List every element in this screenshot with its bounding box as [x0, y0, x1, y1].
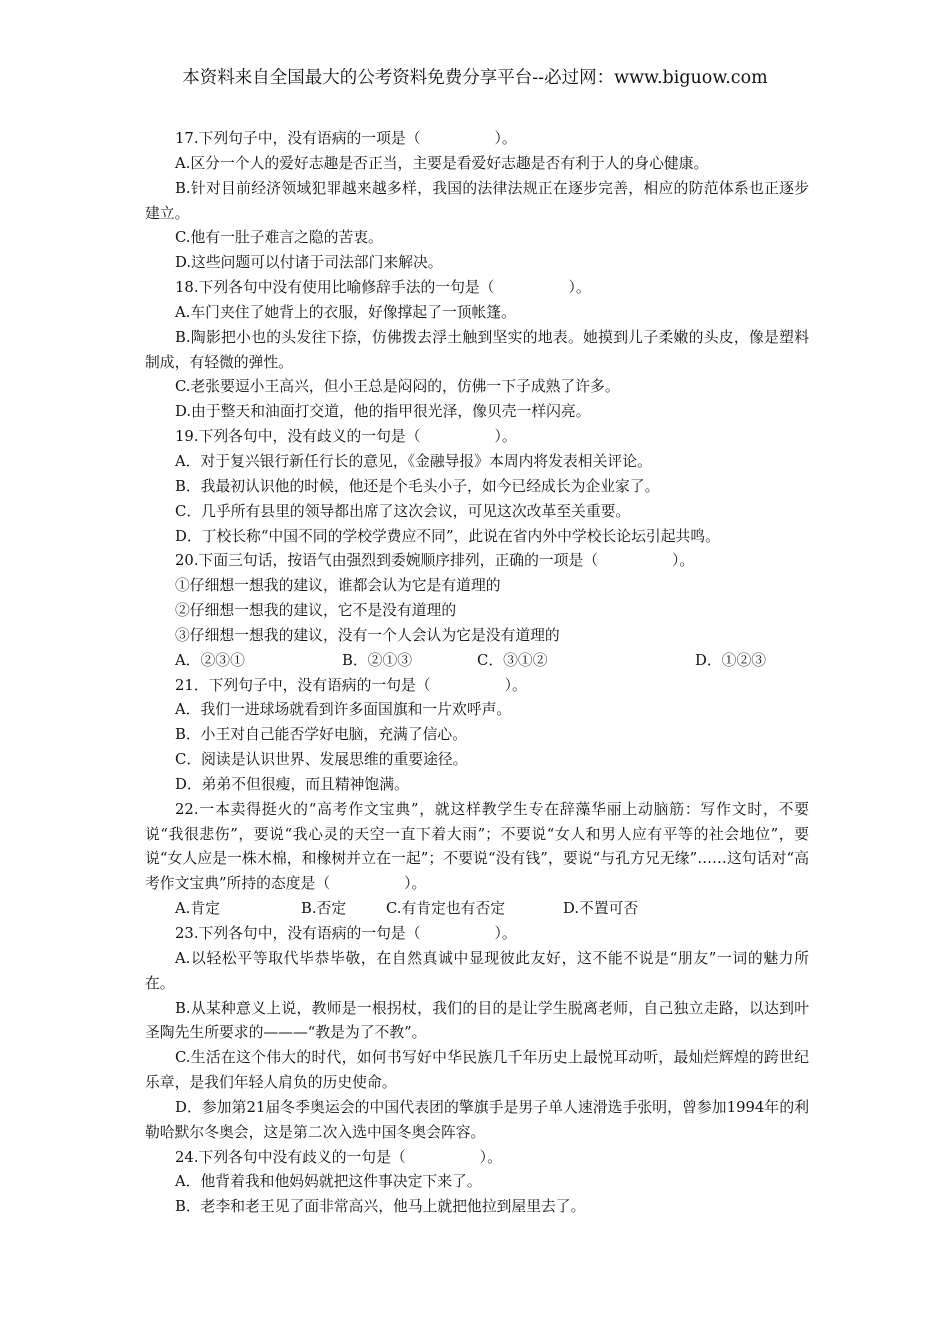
- question-19-option-d: D．丁校长称“中国不同的学校学费应不同”，此说在省内外中学校长论坛引起共鸣。: [175, 527, 720, 545]
- question-18-option-c: C.老张要逗小王高兴，但小王总是闷闷的，仿佛一下子成熟了许多。: [175, 378, 620, 396]
- question-21-option-d: D．弟弟不但很瘦，而且精神饱满。: [175, 775, 409, 793]
- question-17-stem: 17.下列句子中，没有语病的一项是（ ）。: [175, 130, 517, 147]
- page-header: 本资料来自全国最大的公考资料免费分享平台--必过网：www.biguow.com: [182, 68, 768, 88]
- question-20-option-c: C．③①②: [477, 651, 548, 669]
- question-17-option-b: B.针对目前经济领域犯罪越来越多样，我国的法律法规正在逐步完善，相应的防范体系也正逐步建立。: [145, 179, 809, 222]
- question-20-sentence-1: ①仔细想一想我的建议，谁都会认为它是有道理的: [175, 577, 501, 595]
- question-23-stem: 23.下列各句中，没有语病的一句是（ ）。: [175, 925, 517, 942]
- question-19-option-b: B．我最初认识他的时候，他还是个毛头小子，如今已经成长为企业家了。: [175, 477, 660, 495]
- question-22-option-a: A.肯定: [175, 900, 220, 918]
- question-20-sentence-2: ②仔细想一想我的建议，它不是没有道理的: [175, 602, 457, 620]
- document-body: [145, 127, 809, 1220]
- question-21-option-b: B．小王对自己能否学好电脑，充满了信心。: [175, 726, 468, 744]
- question-18-option-b: B.陶影把小也的头发往下捺，仿佛拨去浮土触到坚实的地表。她摸到儿子柔嫩的头皮，像是塑料制成，有轻微的弹性。: [145, 328, 809, 371]
- question-20-stem: 20.下面三句话，按语气由强烈到委婉顺序排列，正确的一项是（ ）。: [175, 552, 695, 570]
- question-24-option-a: A．他背着我和他妈妈就把这件事决定下来了。: [175, 1173, 482, 1191]
- question-20-option-a: A．②③①: [175, 651, 245, 669]
- question-19-option-c: C．几乎所有县里的领导都出席了这次会议，可见这次改革至关重要。: [175, 502, 631, 520]
- question-18-stem: 18.下列各句中没有使用比喻修辞手法的一句是（ ）。: [175, 279, 591, 297]
- question-20-option-d: D．①②③: [695, 651, 767, 669]
- question-20-sentence-3: ③仔细想一想我的建议，没有一个人会认为它是没有道理的: [175, 626, 560, 644]
- question-17-option-c: C.他有一肚子难言之隐的苦衷。: [175, 229, 383, 247]
- question-22-options: [145, 897, 809, 922]
- question-23-option-a: A.以轻松平等取代毕恭毕敬，在自然真诚中显现彼此友好，这不能不说是“朋友”一词的魅力所在。: [145, 949, 809, 992]
- question-19-stem: 19.下列各句中，没有歧义的一句是（ ）。: [175, 428, 517, 446]
- question-21-option-a: A．我们一进球场就看到许多面国旗和一片欢呼声。: [175, 701, 512, 719]
- question-19-option-a: A．对于复兴银行新任行长的意见，《金融导报》本周内将发表相关评论。: [175, 452, 652, 470]
- question-21-option-c: C．阅读是认识世界、发展思维的重要途径。: [175, 751, 468, 769]
- question-24-stem: 24.下列各句中没有歧义的一句是（ ）。: [175, 1148, 502, 1166]
- question-21-stem: 21．下列句子中，没有语病的一句是（ ）。: [175, 676, 527, 694]
- question-22-option-c: C.有肯定也有否定: [386, 900, 506, 918]
- question-20-options: [145, 649, 809, 674]
- question-23-option-d: D．参加第21届冬季奥运会的中国代表团的擎旗手是男子单人速滑选手张明，曾参加1994年的利勒哈默尔冬奥会，这是第二次入选中国冬奥会阵容。: [145, 1098, 809, 1141]
- question-18-option-a: A.车门夹住了她背上的衣服，好像撑起了一顶帐篷。: [175, 303, 516, 321]
- question-22-option-b: B.否定: [301, 900, 347, 918]
- question-18-option-d: D.由于整天和油面打交道，他的指甲很光泽，像贝壳一样闪亮。: [175, 403, 591, 421]
- question-17-option-d: D.这些问题可以付诸于司法部门来解决。: [175, 254, 443, 272]
- question-17-option-a: A.区分一个人的爱好志趣是否正当，主要是看爱好志趣是否有利于人的身心健康。: [175, 154, 709, 172]
- question-20-option-b: B．②①③: [342, 651, 413, 669]
- question-23-option-b: B.从某种意义上说，教师是一根拐杖，我们的目的是让学生脱离老师，自己独立走路，以达到叶圣陶先生所要求的———“教是为了不教”。: [145, 999, 809, 1042]
- question-24-option-b: B．老李和老王见了面非常高兴，他马上就把他拉到屋里去了。: [175, 1198, 586, 1216]
- question-22-option-d: D.不置可否: [563, 900, 639, 918]
- question-23-option-c: C.生活在这个伟大的时代，如何书写好中华民族几千年历史上最悦耳动听，最灿烂辉煌的跨世纪乐章，是我们年轻人肩负的历史使命。: [145, 1049, 809, 1092]
- question-22-stem: 22.一本卖得挺火的“高考作文宝典”，就这样教学生专在辞藻华丽上动脑筋：写作文时，不要说“我很悲伤”，要说“我心灵的天空一直下着大雨”；不要说“女人和男人应有平等的社会地位”，要说“女人应是一株木棉，和橡树并立在一起”；不要说“没有钱”，要说“与孔方兄无缘”……这句话对“高考作文宝典”所持的态度是（ ）。: [145, 800, 809, 893]
